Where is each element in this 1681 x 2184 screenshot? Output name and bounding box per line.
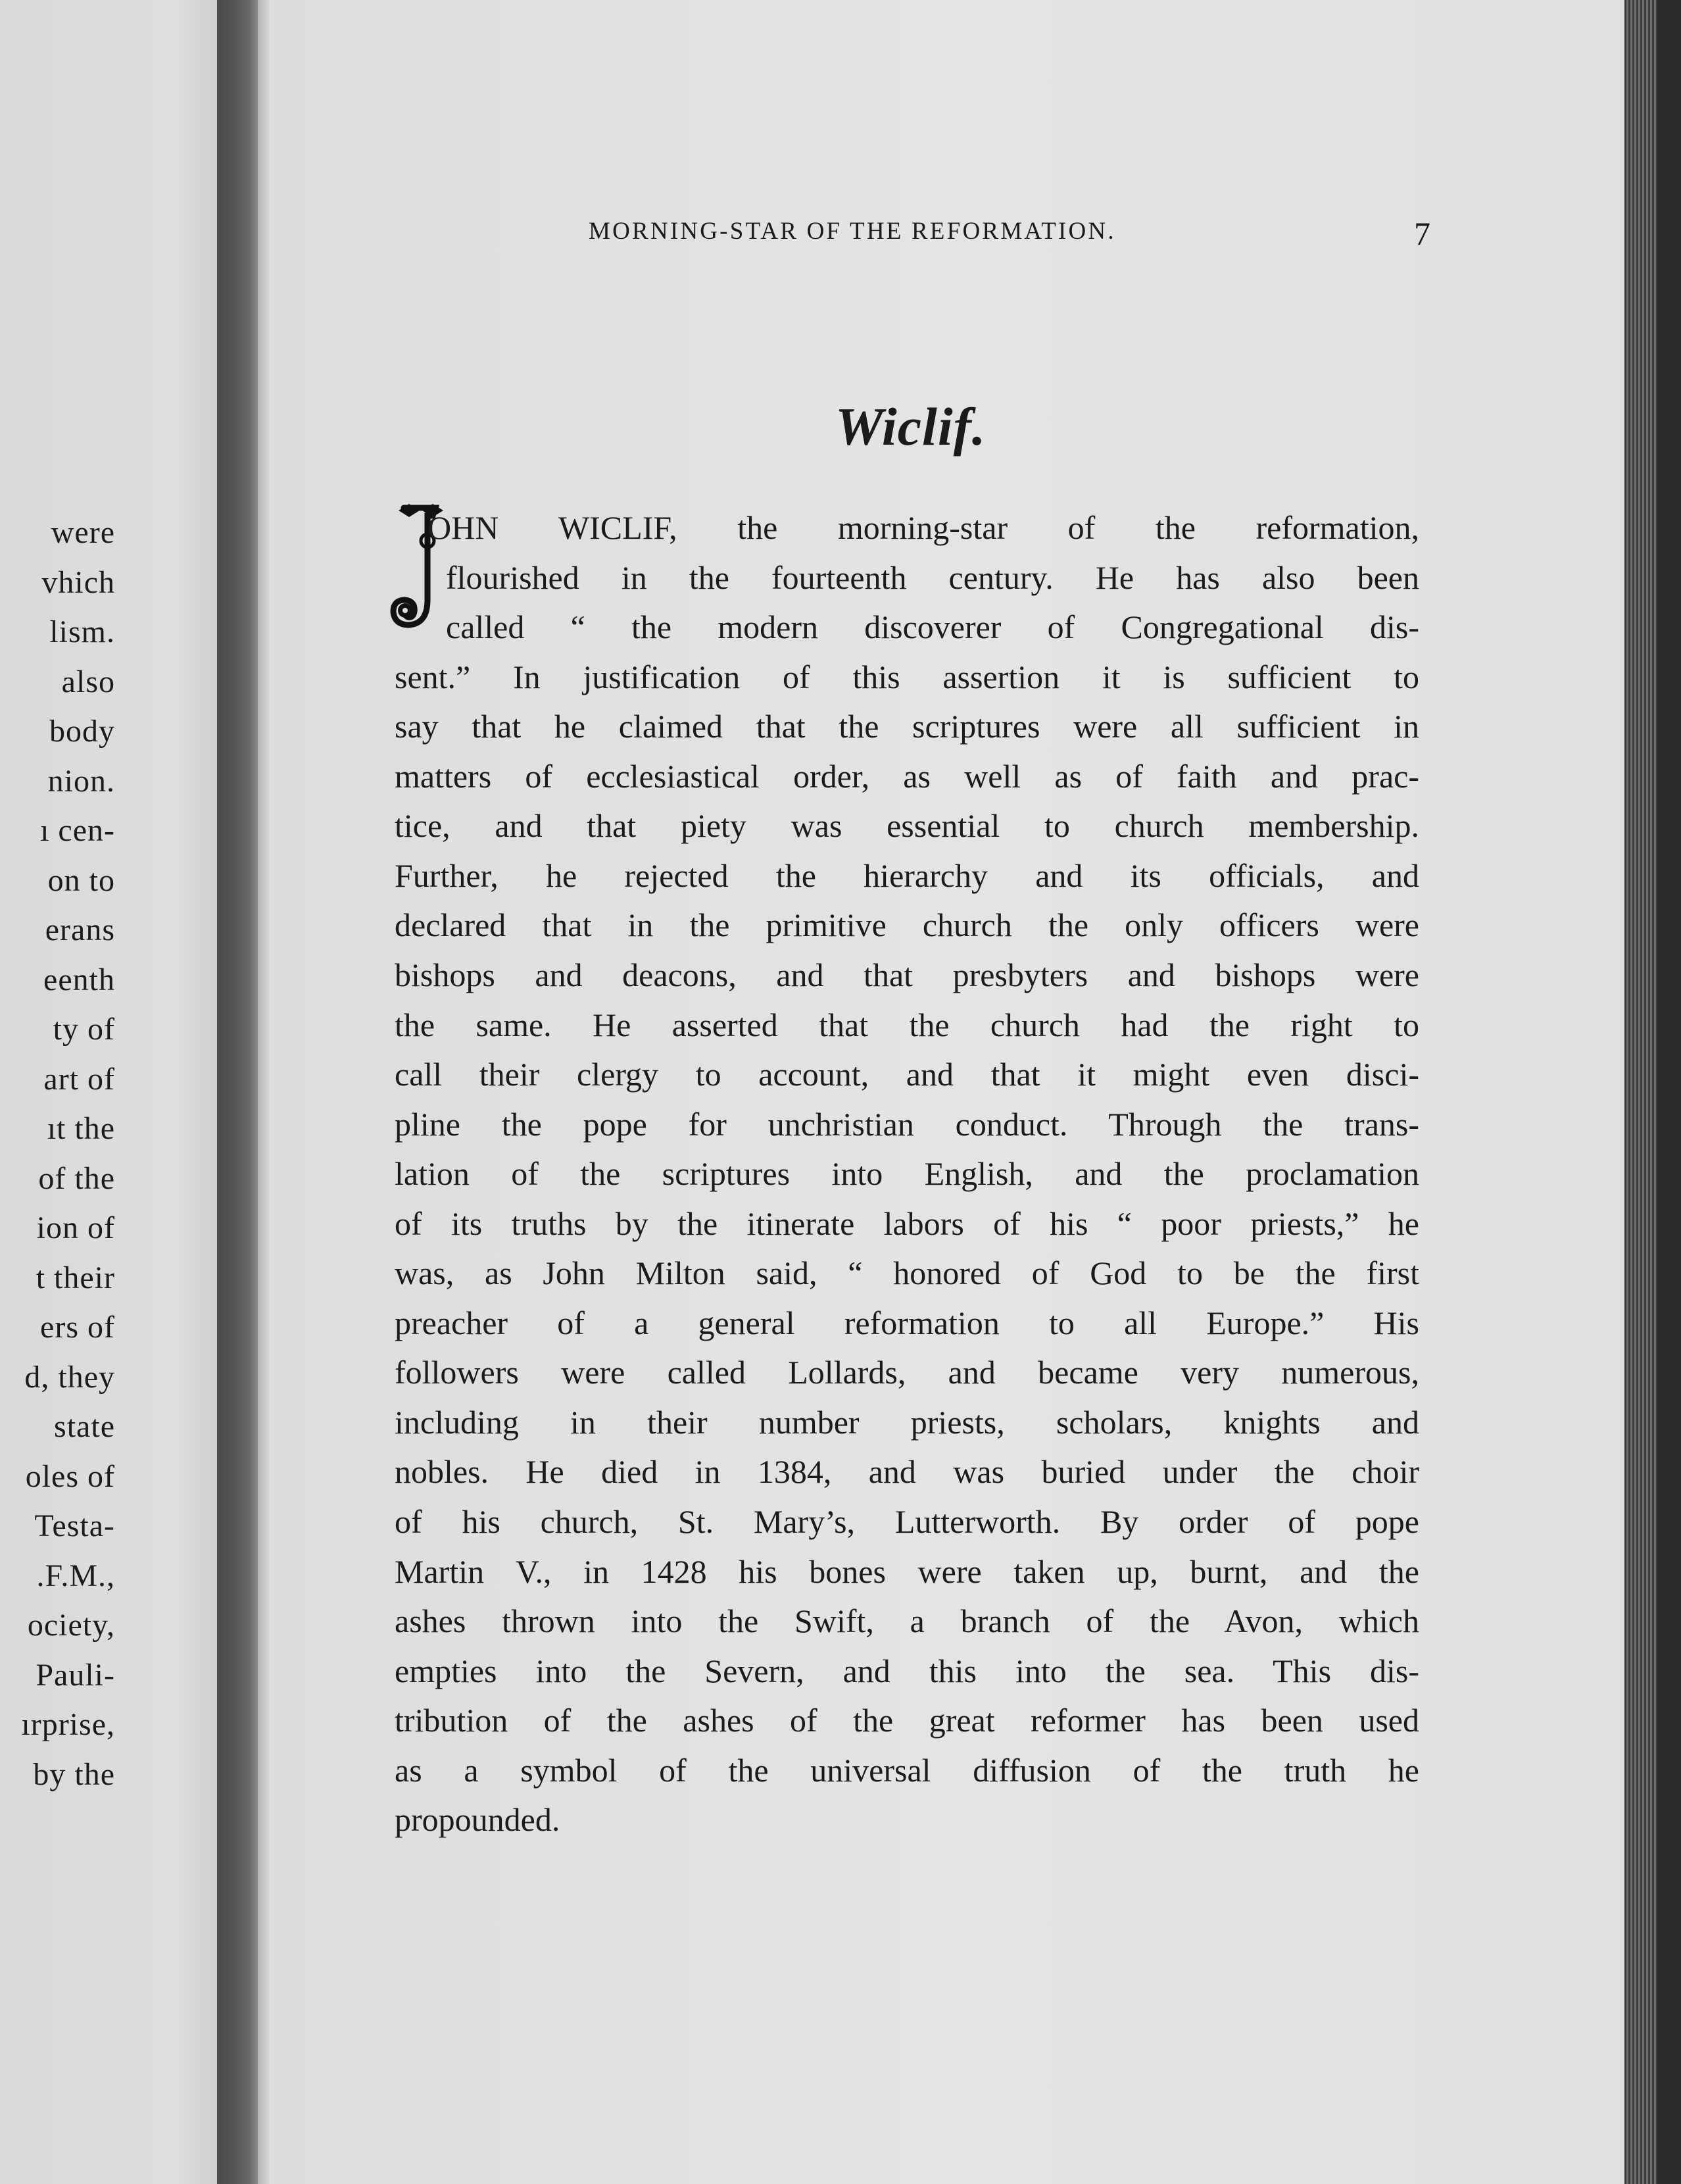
section-title: Wiclif. bbox=[835, 397, 987, 457]
previous-page-line: ty of bbox=[53, 1012, 115, 1047]
body-line: tice, and that piety was essential to church membership. bbox=[395, 807, 1419, 845]
body-line: tribution of the ashes of the great reformer has been used bbox=[395, 1702, 1419, 1739]
previous-page-line: oles of bbox=[25, 1458, 115, 1494]
previous-page-line: vhich bbox=[41, 564, 115, 600]
previous-page-line: nion. bbox=[47, 763, 115, 799]
body-line: pline the pope for unchristian conduct. Through the trans- bbox=[395, 1105, 1419, 1143]
running-head: MORNING-STAR OF THE REFORMATION. bbox=[589, 218, 1116, 245]
previous-page-line: ırprise, bbox=[21, 1707, 115, 1742]
previous-page-line: Testa- bbox=[34, 1508, 115, 1543]
body-line: say that he claimed that the scriptures were all sufficient in bbox=[395, 708, 1419, 745]
body-line: nobles. He died in 1384, and was buried under the choir bbox=[395, 1453, 1419, 1491]
body-line: declared that in the primitive church the only officers were bbox=[395, 906, 1419, 944]
body-line: bishops and deacons, and that presbyters and bishops were bbox=[395, 956, 1419, 993]
book-gutter-shadow bbox=[217, 0, 258, 2184]
book-edge-shadow bbox=[1657, 0, 1681, 2184]
previous-page-line: lism. bbox=[49, 614, 115, 649]
previous-page-line: by the bbox=[33, 1756, 115, 1792]
page-number: 7 bbox=[1414, 215, 1430, 252]
previous-page-text bbox=[0, 508, 115, 1799]
previous-page-line: erans bbox=[45, 912, 115, 947]
body-line: call their clergy to account, and that it might even disci- bbox=[395, 1056, 1419, 1093]
body-line: Martin V., in 1428 his bones were taken up, burnt, and the bbox=[395, 1552, 1419, 1590]
body-line: flourished in the fourteenth century. He has also been bbox=[446, 558, 1419, 596]
body-line: preacher of a general reformation to all Europe.” His bbox=[395, 1304, 1419, 1341]
previous-page-line: art of bbox=[43, 1061, 115, 1097]
previous-page-line: ers of bbox=[40, 1310, 115, 1345]
previous-page-line: were bbox=[51, 515, 115, 550]
previous-page-line: d, they bbox=[24, 1359, 115, 1395]
body-line: followers were called Lollards, and became very numerous, bbox=[395, 1354, 1419, 1391]
previous-page-line: t their bbox=[36, 1260, 115, 1295]
body-line: propounded. bbox=[395, 1801, 560, 1839]
body-line: as a symbol of the universal diffusion of the truth he bbox=[395, 1751, 1419, 1789]
body-line: of its truths by the itinerate labors of his “ poor priests,” he bbox=[395, 1204, 1419, 1242]
previous-page-line: also bbox=[61, 664, 115, 699]
previous-page-fragment bbox=[0, 0, 217, 2184]
gutter-highlight bbox=[258, 0, 270, 2184]
body-line: Further, he rejected the hierarchy and its officials, and bbox=[395, 856, 1419, 894]
previous-page-line: body bbox=[49, 714, 115, 749]
body-line: including in their number priests, scholars, knights and bbox=[395, 1403, 1419, 1441]
previous-page-line: ion of bbox=[36, 1210, 115, 1245]
previous-page-line: ı cen- bbox=[40, 813, 115, 848]
previous-page-line: state bbox=[54, 1409, 115, 1444]
previous-page-line: ociety, bbox=[27, 1608, 115, 1643]
previous-page-line: Pauli- bbox=[36, 1657, 115, 1693]
body-line: the same. He asserted that the church had the right to bbox=[395, 1006, 1419, 1043]
previous-page-line: .F.M., bbox=[36, 1558, 115, 1593]
body-line: was, as John Milton said, “ honored of God to be the first bbox=[395, 1254, 1419, 1292]
body-line: OHN WICLIF, the morning-star of the reformation, bbox=[427, 509, 1419, 546]
body-line: called “ the modern discoverer of Congregational dis- bbox=[446, 608, 1419, 646]
previous-page-line: of the bbox=[38, 1160, 115, 1196]
previous-page-line: on to bbox=[47, 862, 115, 898]
body-line: sent.” In justification of this assertion it is sufficient to bbox=[395, 658, 1419, 695]
body-line: lation of the scriptures into English, and the proclamation bbox=[395, 1155, 1419, 1193]
body-line: matters of ecclesiastical order, as well as of faith and prac- bbox=[395, 757, 1419, 795]
body-line: of his church, St. Mary’s, Lutterworth. By order of pope bbox=[395, 1503, 1419, 1540]
previous-page-line: eenth bbox=[43, 962, 115, 997]
body-line: empties into the Severn, and this into the sea. This dis- bbox=[395, 1652, 1419, 1689]
previous-page-line: ıt the bbox=[47, 1111, 115, 1146]
body-line: ashes thrown into the Swift, a branch of the Avon, which bbox=[395, 1602, 1419, 1640]
